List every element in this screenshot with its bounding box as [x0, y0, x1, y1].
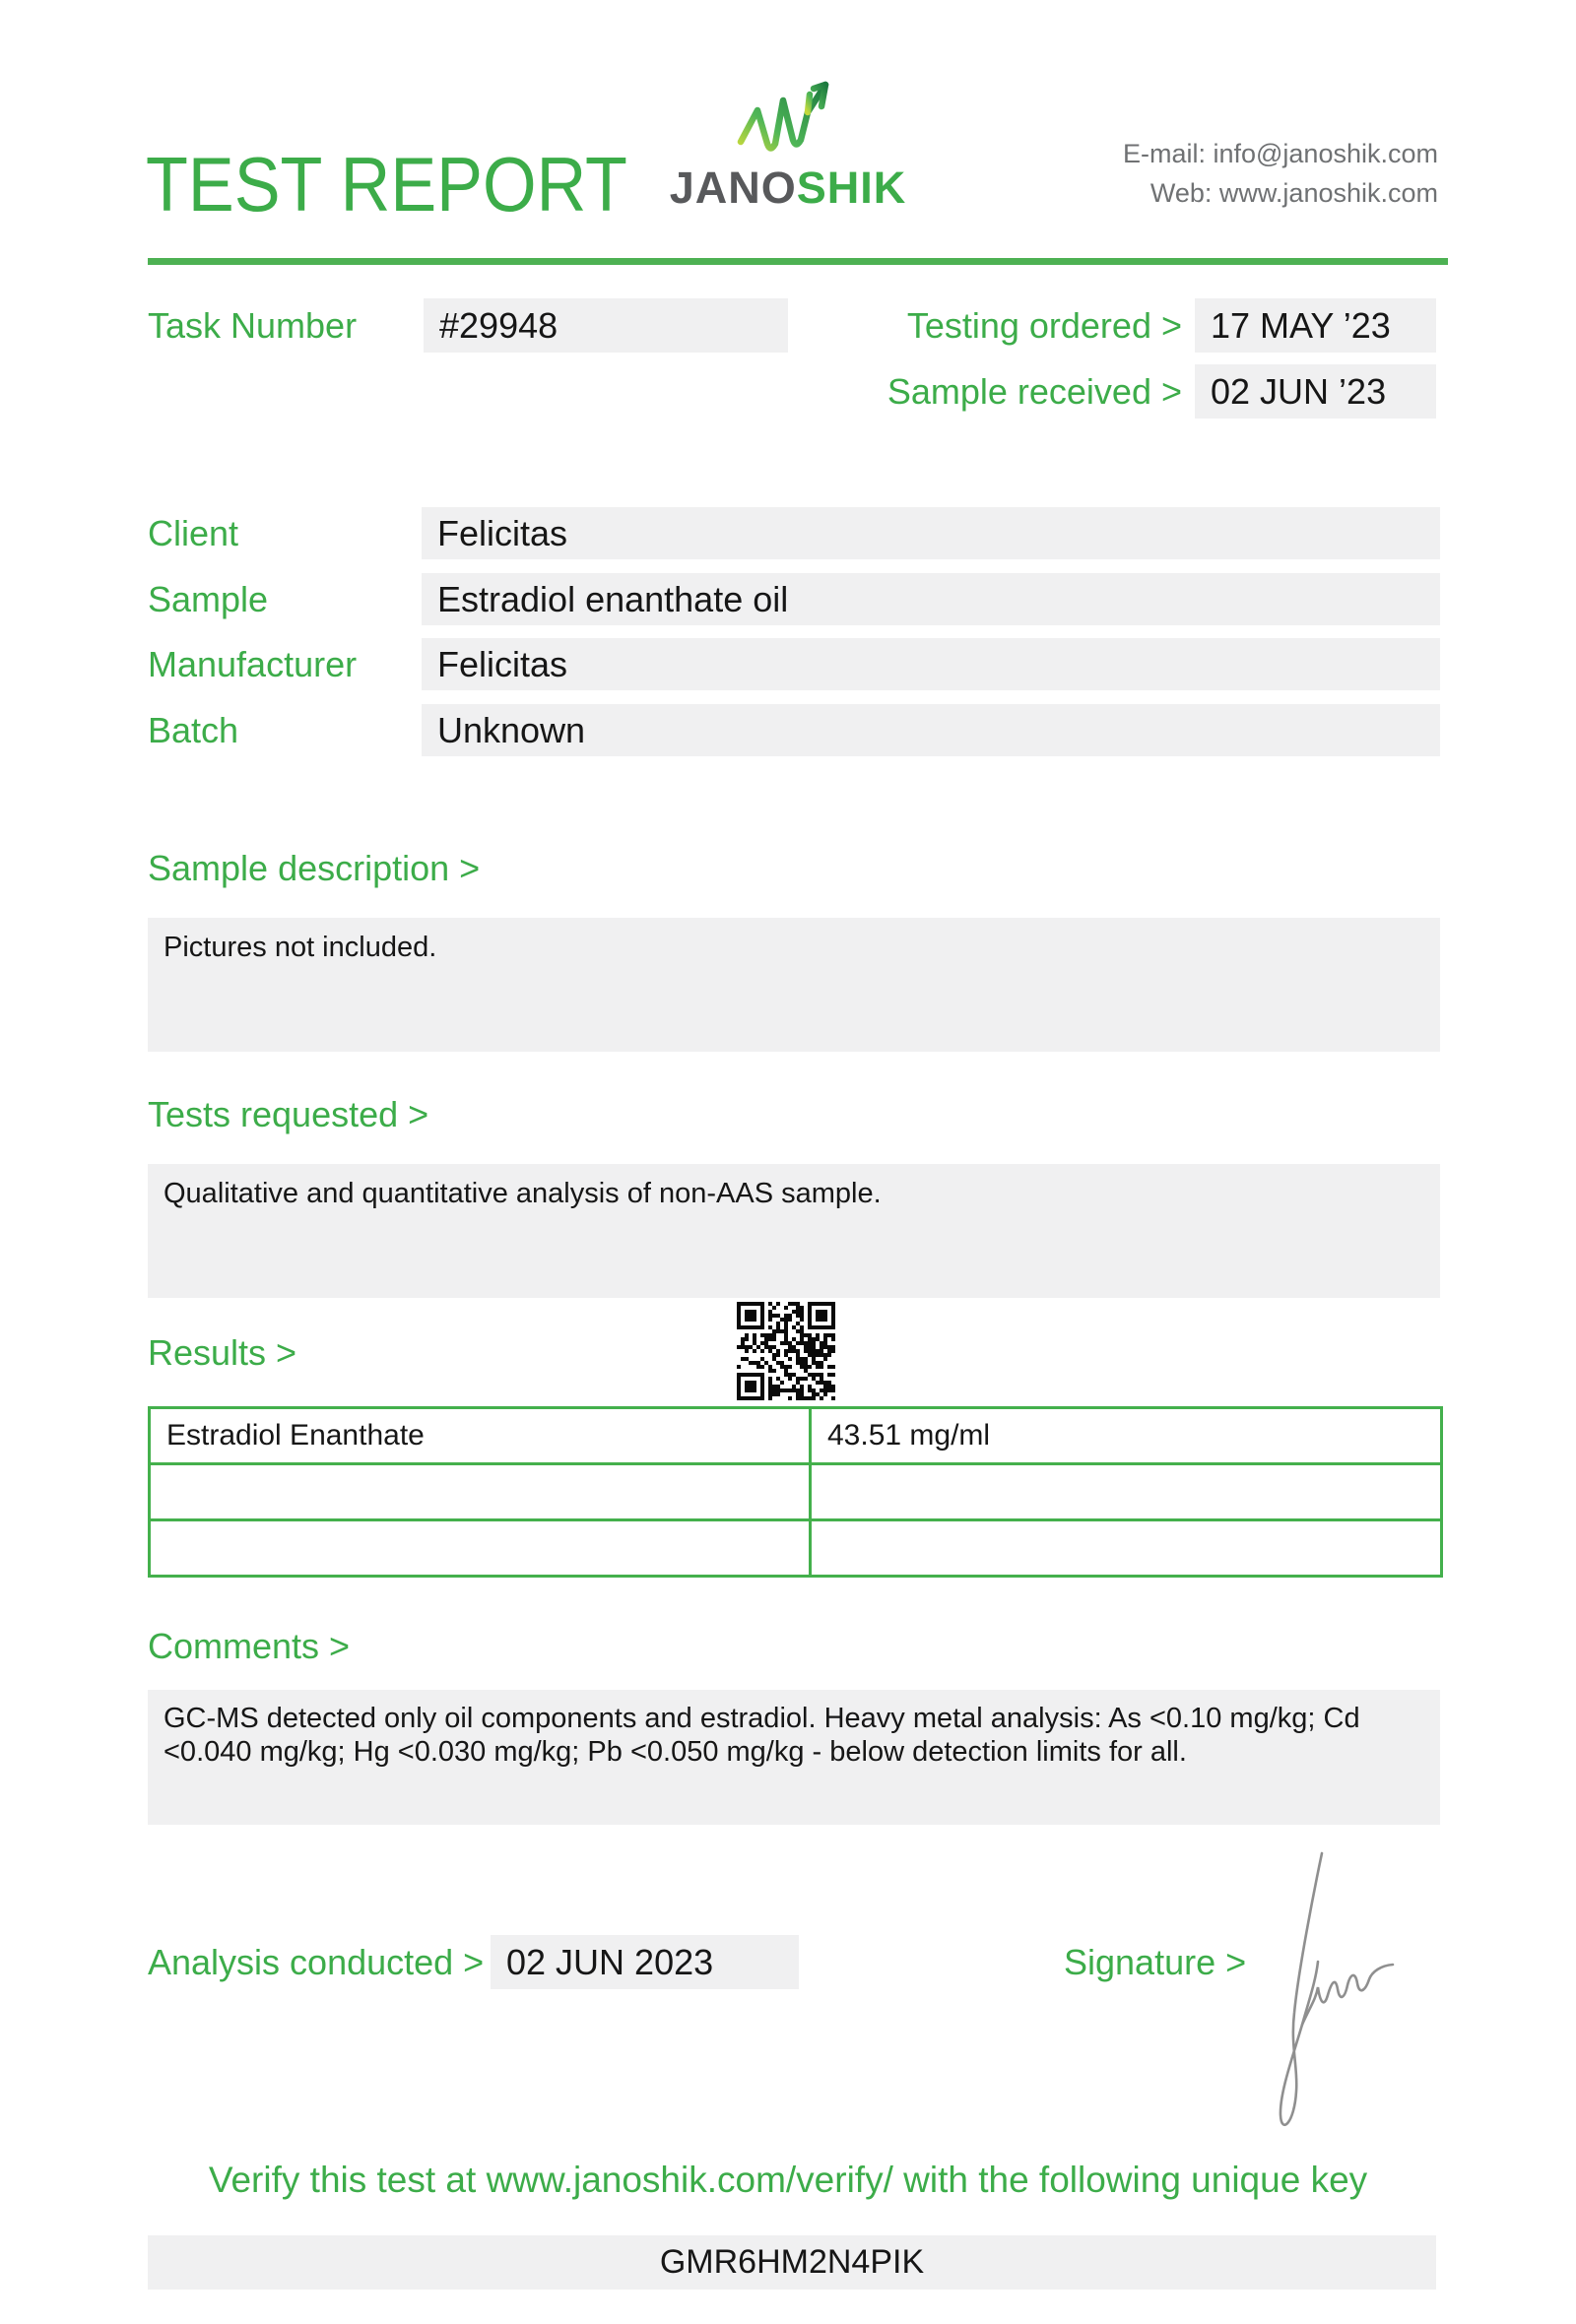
contact-email: E-mail: info@janoshik.com — [1122, 139, 1438, 168]
comments-heading: Comments > — [148, 1626, 351, 1666]
header-divider — [148, 258, 1448, 265]
comments-box: GC-MS detected only oil components and estradiol. Heavy metal analysis: As <0.10 mg/kg; Cd <0.040 mg/kg; Hg <0.030 mg/kg; Pb <0.050 mg/kg - below detection limits for all. — [148, 1690, 1440, 1825]
task-number-label: Task Number — [148, 305, 358, 346]
task-number-value: #29948 — [424, 298, 788, 353]
sample-description-box: Pictures not included. — [148, 918, 1440, 1052]
janoshik-logo-wordmark — [630, 162, 946, 213]
tests-requested-heading: Tests requested > — [148, 1094, 429, 1134]
janoshik-chart-logo-icon — [737, 77, 835, 158]
signature — [1271, 1834, 1413, 2154]
client-label: Client — [148, 513, 239, 553]
result-analyte: Estradiol Enanthate — [150, 1408, 811, 1464]
results-table — [148, 1406, 1443, 1578]
analysis-date-value: 02 JUN 2023 — [491, 1935, 799, 1989]
signature-label: Signature > — [1064, 1942, 1247, 1982]
sample-received-value: 02 JUN ’23 — [1195, 364, 1436, 419]
sample-label: Sample — [148, 579, 269, 619]
unique-key-box — [148, 2235, 1436, 2290]
results-heading: Results > — [148, 1332, 297, 1373]
analysis-conducted-label: Analysis conducted > — [148, 1942, 485, 1982]
result-analyte — [150, 1520, 811, 1577]
result-value: 43.51 mg/ml — [811, 1408, 1442, 1464]
client-value: Felicitas — [422, 507, 1440, 559]
result-analyte — [150, 1464, 811, 1520]
batch-value: Unknown — [422, 704, 1440, 756]
sample-description-heading: Sample description > — [148, 848, 481, 888]
manufacturer-label: Manufacturer — [148, 644, 358, 684]
sample-received-label: Sample received > — [886, 371, 1182, 412]
testing-ordered-value: 17 MAY ’23 — [1195, 298, 1436, 353]
table-row — [150, 1408, 1442, 1464]
table-row — [150, 1520, 1442, 1577]
manufacturer-value: Felicitas — [422, 638, 1440, 690]
qr-code — [737, 1302, 835, 1400]
contact-info — [1123, 134, 1438, 213]
verify-instructions: Verify this test at www.janoshik.com/verify/ with the following unique key — [208, 2160, 1368, 2200]
tests-requested-box: Qualitative and quantitative analysis of non-AAS sample. — [148, 1164, 1440, 1298]
logo-jano-text: JANO — [669, 162, 797, 213]
result-value — [811, 1520, 1442, 1577]
testing-ordered-label: Testing ordered > — [906, 305, 1182, 346]
contact-web: Web: www.janoshik.com — [1149, 178, 1438, 208]
sample-value: Estradiol enanthate oil — [422, 573, 1440, 625]
page-title: TEST REPORT — [146, 141, 627, 227]
result-value — [811, 1464, 1442, 1520]
unique-key: GMR6HM2N4PIK — [659, 2243, 925, 2281]
table-row — [150, 1464, 1442, 1520]
batch-label: Batch — [148, 710, 239, 750]
logo-shik-text: SHIK — [796, 162, 907, 213]
